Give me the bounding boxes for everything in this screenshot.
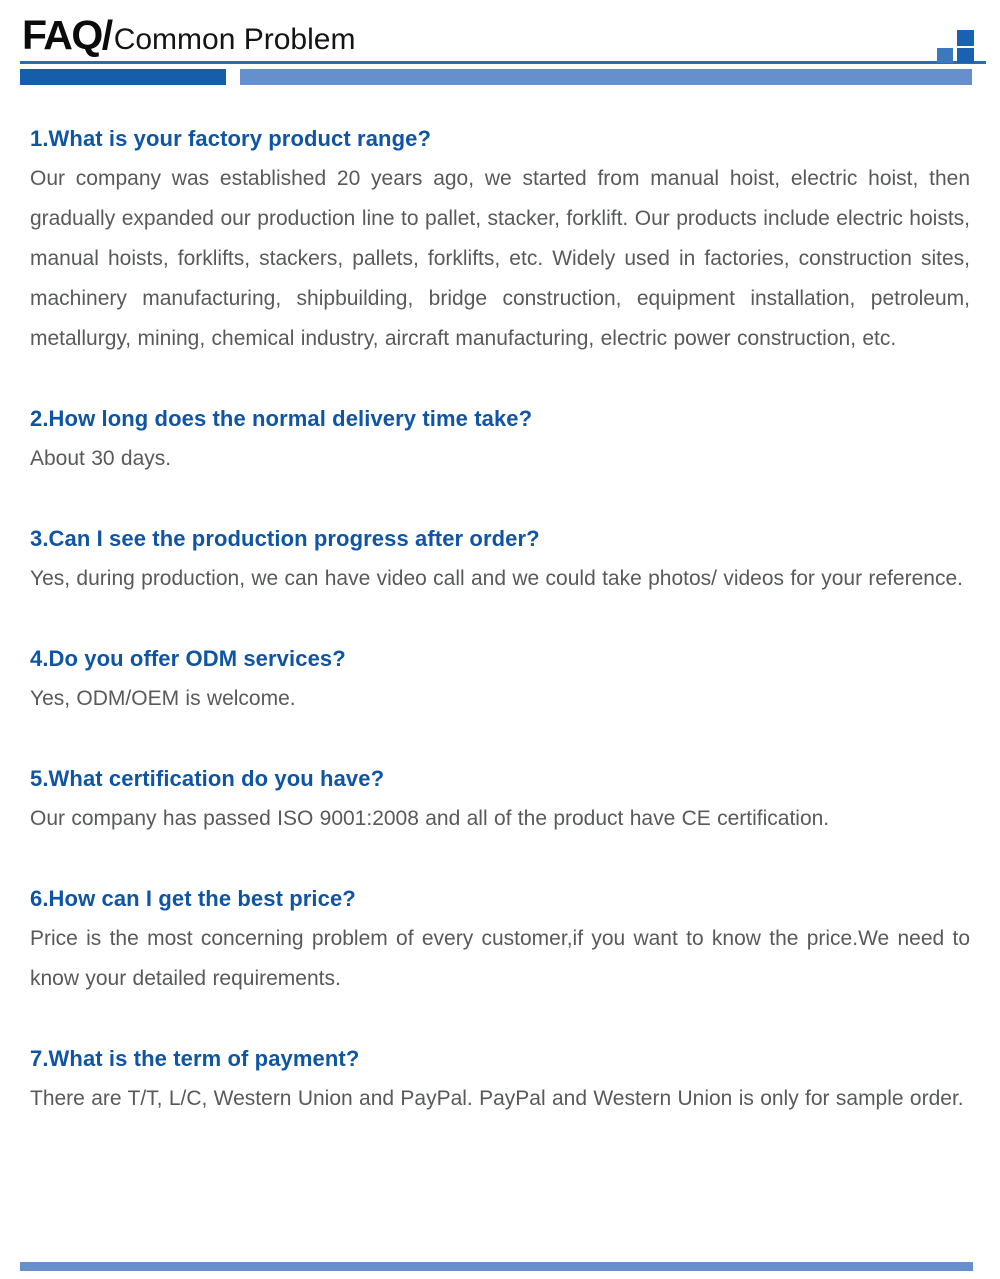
header-underline bbox=[20, 61, 986, 64]
faq-answer: Price is the most concerning problem of every customer,if you want to know the price.We need to know your detailed requirements. bbox=[30, 927, 970, 990]
faq-item bbox=[30, 879, 970, 999]
faq-answer: Our company has passed ISO 9001:2008 and all of the product have CE certification. bbox=[30, 807, 830, 830]
square-left-icon bbox=[937, 48, 953, 63]
square-bottom-right-icon bbox=[957, 48, 974, 63]
page-title-subtitle: Common Problem bbox=[113, 23, 356, 56]
header-bar-light bbox=[240, 69, 972, 85]
bottom-bar bbox=[20, 1262, 973, 1271]
faq-question: 5.What certification do you have? bbox=[30, 766, 385, 791]
faq-question: 3.Can I see the production progress after order? bbox=[30, 526, 540, 551]
faq-item bbox=[30, 399, 970, 479]
page-header bbox=[0, 0, 1000, 85]
faq-answer: Our company was established 20 years ago, we started from manual hoist, electric hoist, then gradually expanded our production line to pallet, stacker, forklift. Our products include electric hoists, manual hoists, forklifts, stackers, pallets, forklifts, etc. Widely used in factories, construction sites, machinery manufacturing, shipbuilding, bridge construction, equipment installation, petroleum, metallurgy, mining, chemical industry, aircraft manufacturing, electric power construction, etc. bbox=[30, 167, 970, 350]
faq-question: 7.What is the term of payment? bbox=[30, 1046, 360, 1071]
faq-item bbox=[30, 119, 970, 359]
header-bars bbox=[20, 69, 1000, 85]
page-title-faq: FAQ/ bbox=[22, 12, 112, 58]
faq-item bbox=[30, 1039, 970, 1119]
blue-squares-icon bbox=[937, 30, 974, 63]
faq-question: 4.Do you offer ODM services? bbox=[30, 646, 346, 671]
faq-answer: There are T/T, L/C, Western Union and PayPal. PayPal and Western Union is only for sample order. bbox=[30, 1087, 964, 1110]
faq-answer: About 30 days. bbox=[30, 447, 172, 470]
header-bar-gap bbox=[226, 69, 240, 85]
faq-list bbox=[30, 119, 970, 1119]
faq-question: 2.How long does the normal delivery time take? bbox=[30, 406, 533, 431]
header-bar-dark bbox=[20, 69, 226, 85]
faq-item bbox=[30, 639, 970, 719]
faq-answer: Yes, during production, we can have video call and we could take photos/ videos for your reference. bbox=[30, 567, 963, 590]
faq-item bbox=[30, 519, 970, 599]
square-top-right-icon bbox=[957, 30, 974, 46]
faq-question: 1.What is your factory product range? bbox=[30, 126, 431, 151]
faq-answer: Yes, ODM/OEM is welcome. bbox=[30, 687, 296, 710]
faq-question: 6.How can I get the best price? bbox=[30, 886, 356, 911]
faq-item bbox=[30, 759, 970, 839]
page-title bbox=[22, 12, 1000, 58]
